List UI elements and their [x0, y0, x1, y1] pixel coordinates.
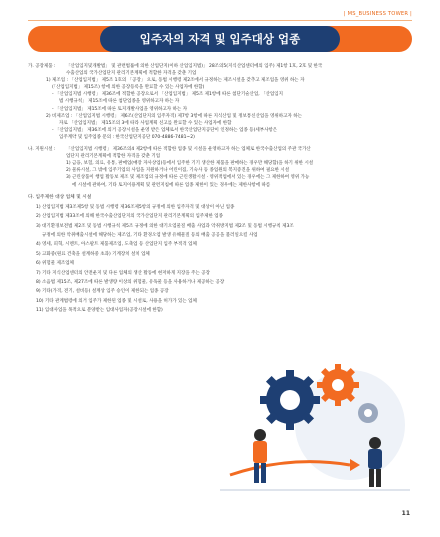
ground-line: [220, 489, 410, 491]
paragraph-line: 법 시행규칙」 제15조에 따른 첨단업종을 영위하고자 하는 자: [59, 99, 180, 105]
paragraph-line: 「산업입지및개발법」 및 관련법률에 의한 산업단지(이하 산업입지법)」 28조의5(지식산업센터에의 입주) 제1항 1호, 2호 및 한국: [66, 64, 323, 69]
person-icon: [253, 429, 267, 483]
paragraph-line: 수출산업의 국가산업단지 관리기본계획에 적합한 자격을 갖춘 기업: [66, 71, 197, 77]
paragraph-line: 자로 「산업입지법」 제15조의 3에 따라 사업계획 신고를 완료할 수 있는 사업자에 한함: [59, 120, 232, 126]
title-bar: [28, 26, 412, 52]
list-item: 10) 기타 관계법령에 의거 입주가 제한된 업종 및 시설로, 사용을 허가가 있는 업체: [36, 298, 197, 304]
gear-icon: [317, 364, 359, 406]
list-item: 4) 영세, 피혁, 시멘트, 아스팔트 제품제조업, 도축업 등 산업단지 입주 부적격 업체: [36, 242, 197, 248]
header-rule: [28, 20, 412, 21]
header-tag: | MS_BUSINESS TOWER |: [343, 11, 412, 17]
list-item: 1) 산업입지법 제3조제5항 및 동법 시행령 제36조제5항의 규정에 의한 입주자격 및 대상이 아닌 업종: [36, 204, 235, 210]
gear-icon: [358, 403, 378, 423]
list-item: 9) 기타(가격, 전기, 설비등) 설계상 입주 승인이 제한되는 업종 공장: [36, 289, 169, 295]
sub1-label: 1) 제조업 : 「산업입지법」 제5조 1호의 「공장」 으로, 동법 시행령 제2조에서 규정하는 제조시설을 갖추고 제조업을 영위 하는 자: [46, 78, 305, 84]
list-item: 3) 대기환경보전법 제2조 및 동법 시행규칙 제5조 규정에 의한 대기오염물질 배출 사업과 악취방지법 제2조 및 동법 시행규칙 제3조: [36, 223, 294, 229]
section-da: [28, 194, 412, 316]
paragraph-line: 3) 근린상품이 행업 활동보 제조 및 제조업의 규정에 따른 근린생활시설 · 영위적업에서 있는 경우에는 그 제한하여 영위 가능: [66, 175, 310, 181]
paragraph-line: - 「산업입지법 시행령」 제36조에 적합한 공장으로서 「산업입지법」 제5조 제1항에 따른 첨단기술산업, 「산업입지: [52, 92, 283, 98]
paragraph-line: 업단지 관리기본계획에 적합한 자격을 갖춘 기업: [66, 154, 161, 160]
section-ga-label: 가. 공장제품 :: [28, 64, 56, 69]
list-item: 8) 소음법 제15조, 제27조에 따른 발생량 이상의 위험물, 유독물 등을 사용하거나 제공하는 공장: [36, 279, 225, 285]
list-item: 6) 위험물 제조업체: [36, 261, 74, 267]
list-item: 규정에 의한 악취배출시설에 해당하는 제조업, 기타 환경오염 발생 유해물질 등의 배출 공공을 불러일으킬 사업: [42, 232, 258, 238]
paragraph-line: 2) 물류시설, 그 밖에 입주기업의 사업을 지원하거나 어린이집, 기숙사 등 종업원의 복지증진을 위하여 필요한 시설: [66, 168, 290, 174]
paragraph-line: 입주계약 및 입주업종 문의 : 한국산업단지공단 070-4886-7481~2): [59, 134, 195, 140]
paragraph-line: - 「산업입지법」 제36조에 의거 공장시설을 운영 받은 업체로서 한국산업단지공단이 인정하는 업종 등(세부사항은: [52, 127, 278, 133]
paragraph-line: (「산업입지법」 제15조) 항에 의한 공장등록을 완료할 수 있는 사업자에 한함): [52, 85, 205, 91]
section-na: [28, 146, 412, 189]
section-na-label: 나. 지원시설 :: [28, 147, 56, 153]
paragraph-line: 「산업입지법 시행령」 제36조의4 제2항에 따른 적합한 업종 및 시설을 운영하고자 하는 업체로 한국수출산업의 주관 국가산: [66, 147, 311, 153]
person-icon: [368, 437, 382, 487]
section-ga-sub1: [28, 77, 412, 112]
list-item: 7) 기타 지식산업센터의 안전운지 및 다른 업체의 생산 활동에 현저하게 지장을 주는 공장: [36, 270, 210, 276]
section-da-label: 다. 입주제한 대상 업체 및 시설: [28, 194, 92, 200]
content: [28, 63, 412, 316]
business-illustration: [200, 355, 420, 505]
page-number: 11: [401, 510, 410, 517]
list-item: 2) 산업입지법 제33조에 의해 한국수출산업단지의 국가산업단지 관리기본계획의 입주제한 업종: [36, 214, 223, 220]
paragraph-line: - 「산업입지법」 제15조에 따른 토지개발사업을 영위하고자 하는 자: [52, 106, 188, 112]
sub2-label: 2) 비제조업 : 「산업입지법 시행령」 제6조(산업단지의 입주자격) 제7항 3항에 따른 지식산업 및 정보통신산업을 영위하고자 하는: [46, 113, 302, 119]
paragraph-line: 에 시설에 관하여, 기타 토지이용계획 및 관련지침에 따른 업종 제한이 있는 경우에는 제한사항에 따름: [72, 182, 271, 188]
section-ga: [28, 63, 412, 77]
list-item: 5) 고화중(원료 건축을 설계하중 초과) 기계장치 설치 업체: [36, 251, 150, 257]
page-title: 입주자의 자격 및 입주대상 업종: [100, 26, 340, 52]
list-item: 11) 입대사업을 목적으로 분양받는 임대사업자(공장시설에 한함): [36, 308, 163, 314]
section-ga-sub2: [28, 113, 412, 141]
gear-icon: [260, 370, 320, 430]
paragraph-line: 1) 금융, 보험, 의료, 유통, 판매업(매장 자사상업)등에서 입주한 기기 생산한 제품을 판매하는 경우만 해당함)을 하기 위한 시설: [66, 161, 314, 167]
restriction-list: [28, 203, 412, 316]
